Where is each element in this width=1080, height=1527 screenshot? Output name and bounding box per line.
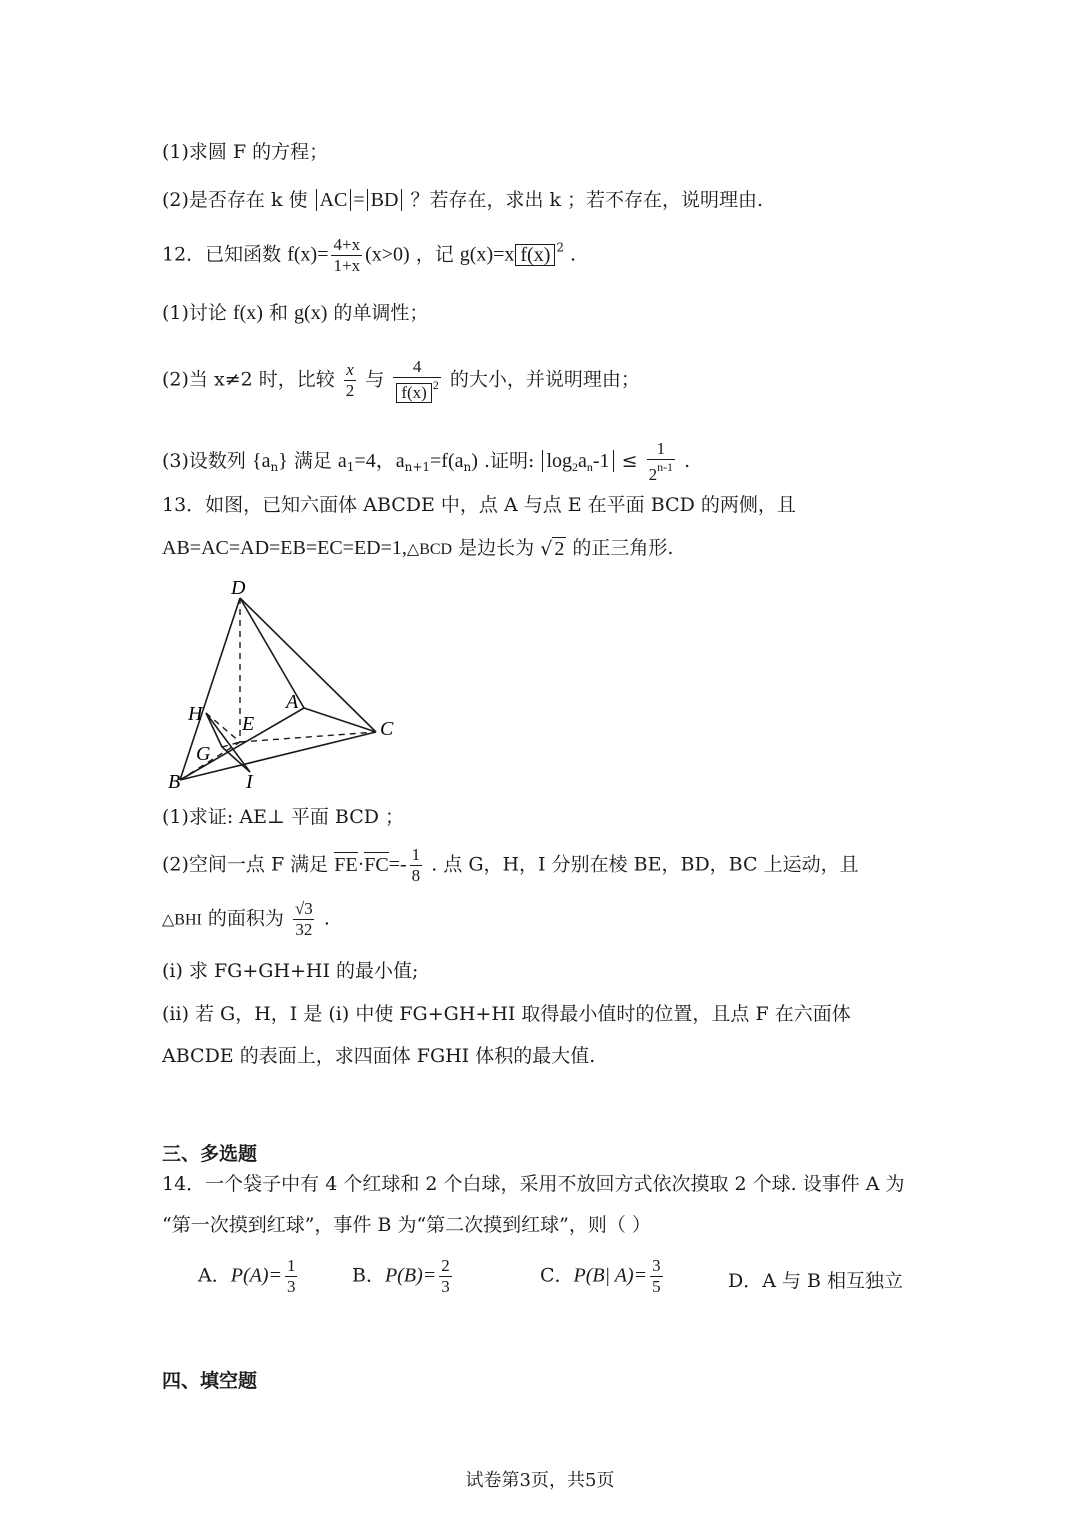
- label-B: B: [168, 771, 181, 793]
- section-title-fill-in: 四、填空题: [162, 1370, 258, 1392]
- dashed-HE: [206, 713, 240, 742]
- q13-sub-ii-line2: ABCDE 的表面上，求四面体 FGHI 体积的最大值.: [162, 1045, 596, 1067]
- q14-option-c[interactable]: C．P(B| A)= $\frac{3}{5}$: [540, 1256, 661, 1296]
- q14-option-d[interactable]: D．A 与 B 相互独立: [728, 1270, 904, 1292]
- label-G: G: [196, 743, 211, 765]
- edge-DC: [240, 598, 376, 732]
- label-I: I: [246, 771, 253, 793]
- q14-stem-line2: “第一次摸到红球”，事件 B 为“第二次摸到红球”，则（ ）: [162, 1214, 651, 1236]
- q14-option-a[interactable]: A．P(A)= $\frac{1}{3}$: [198, 1256, 296, 1296]
- q13-sub-ii-line1: (ii) 若 G，H，I 是 (i) 中使 FG+GH+HI 取得最小值时的位置，且点 F 在六面体: [162, 1003, 851, 1025]
- hexahedron-figure: [158, 572, 408, 794]
- edge-AC: [304, 708, 376, 732]
- q13-part2-line1: (2)空间一点 F 满足 FE·FC=- $\frac{1}{8}$ . 点 G，H，I 分别在棱 BE，BD，BC 上运动，且: [162, 845, 859, 885]
- page-footer: 试卷第3页，共5页: [465, 1470, 615, 1491]
- q13-part2-line2: △BHI 的面积为 $\frac{√3}{32}$ .: [162, 899, 330, 939]
- section-title-multiple-choice: 三、多选题: [162, 1143, 258, 1165]
- label-C: C: [380, 718, 394, 740]
- q11-part2: (2)是否存在 k 使 AC = BD ？若存在，求出 k ；若不存在，说明理由.: [162, 189, 764, 211]
- label-E: E: [242, 713, 255, 735]
- q12-f-fraction: $\frac{4+x}{1+x}$: [333, 235, 361, 275]
- q11-part1: (1)求圆 F 的方程；: [162, 141, 329, 163]
- q13-sub-i: (i) 求 FG+GH+HI 的最小值;: [162, 960, 419, 982]
- q13-part1: (1)求证: AE⊥ 平面 BCD ；: [162, 806, 405, 828]
- q14-option-b[interactable]: B．P(B)= $\frac{2}{3}$: [352, 1256, 450, 1296]
- label-H: H: [188, 703, 203, 725]
- q14-stem-line1: 14．一个袋子中有 4 个红球和 2 个白球，采用不放回方式依次摸取 2 个球. 设事件 A 为: [162, 1173, 905, 1195]
- q12-part3: (3)设数列 $\{a_n\}$ 满足 $a_1=4$，$a_{n+1}=f(a_n)$ .证明: $\log_2a_n-1$ ≤ $\frac{1}{2^{n-1}}$ .: [162, 439, 691, 484]
- label-A: A: [286, 691, 299, 713]
- q12-part1: (1)讨论 f(x) 和 g(x) 的单调性；: [162, 302, 429, 324]
- q12-part2: (2)当 x≠2 时，比较 $\frac{x}{2}$ 与 $\frac{4}{f(x) ^2}$ 的大小，并说明理由；: [162, 357, 640, 402]
- q13-stem-line1: 13．如图，已知六面体 ABCDE 中，点 A 与点 E 在平面 BCD 的两侧，且: [162, 494, 796, 516]
- label-D: D: [231, 577, 246, 599]
- q12-stem: 12．已知函数 f(x)= $\frac{4+x}{1+x}$ (x>0) ，记 g(x)=x f(x) $^2$ .: [162, 235, 577, 275]
- q13-stem-line2: AB=AC=AD=EB=EC=ED=1,△BCD 是边长为 √ 2 的正三角形.: [162, 537, 674, 560]
